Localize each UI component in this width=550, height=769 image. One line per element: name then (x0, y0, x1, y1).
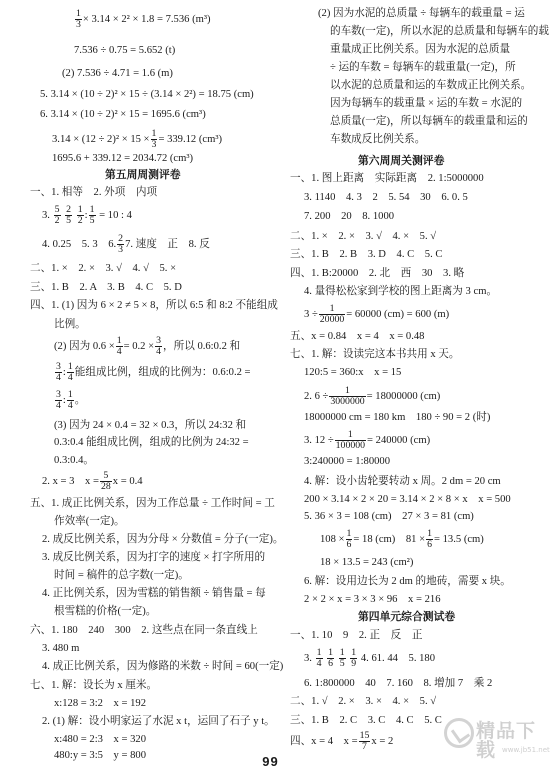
answer-line: 1695.6 + 339.12 = 2034.72 (cm³) (52, 153, 194, 164)
answer-line: 根雪糕的价格(一定)。 (54, 606, 157, 617)
answer-line: 3:240000 = 1:80000 (304, 456, 391, 467)
fraction: $\frac{3}{4}$ (156, 335, 162, 358)
answer-line: 3. 成反比例关系，因为打字的速度 × 打字所用的 (42, 552, 266, 563)
answer-line: 4. 正比例关系，因为雪糕的销售额 ÷ 销售量 = 每 (42, 588, 266, 599)
answer-line: 4. 解：设小齿轮要转动 x 周。2 dm = 20 cm (304, 476, 501, 487)
answer-line: x:480 = 2:3 x = 320 (54, 734, 146, 745)
fraction: $\frac{1}{2}$ (77, 204, 83, 227)
answer-line: 一、1. 图上距离 实际距离 2. 1:5000000 (290, 173, 484, 184)
answer-line: 七、1. 解：设读完这本书共用 x 天。 (290, 349, 460, 360)
section-title: 第六周周关测评卷 (358, 155, 445, 167)
answer-line: 总质量(一定)，所以每辆车的载重量和运的 (330, 116, 528, 127)
answer-line: 一、1. 10 9 2. 正 反 正 (290, 630, 423, 641)
section-title: 第四单元综合测试卷 (358, 611, 456, 623)
page-number: 99 (262, 754, 279, 769)
answer-line: 3. $\frac{5}{2}$ $\frac{2}{5}$ $\frac{1}{2}$ : $\frac{1}{5}$ = 10 : 4 (42, 204, 132, 227)
fraction: $\frac{1}{6}$ (346, 528, 352, 551)
answer-line: (3) 因为 24 × 0.4 = 32 × 0.3，所以 24:32 和 (54, 420, 247, 431)
answer-line: 4. 0.25 5. 3 6. $\frac{2}{3}$ 7. 速度 正 8. 反 (42, 233, 210, 256)
fraction: $\frac{1}{3000000}$ (330, 385, 365, 408)
fraction: $\frac{1}{9}$ (351, 647, 357, 670)
answer-line: 比例。 (54, 319, 86, 330)
answer-line: 4. 成正比例关系，因为修路的米数 ÷ 时间 = 60(一定) (42, 661, 284, 672)
right-column (270, 0, 549, 766)
fraction: $\frac{1}{4}$ (316, 647, 322, 670)
answer-line: 18000000 cm = 180 km 180 ÷ 90 = 2 (时) (304, 412, 491, 423)
answer-line: 四、x = 4 x = $\frac{15}{7}$ x = 2 (290, 730, 394, 753)
fraction: $\frac{1}{4}$ (67, 361, 73, 384)
answer-line: x:128 = 3:2 x = 192 (54, 698, 146, 709)
section-title: 第五周周测评卷 (105, 169, 181, 181)
answer-line: 二、1. × 2. × 3. √ 4. × 5. √ (290, 231, 437, 242)
fraction: $\frac{5}{2}$ (54, 204, 60, 227)
answer-line: 五、1. 成正比例关系，因为工作总量 ÷ 工作时间 = 工 (30, 498, 275, 509)
fraction: $\frac{2}{5}$ (66, 204, 72, 227)
fraction: $\frac{1}{3}$ (76, 8, 81, 31)
answer-line: 二、1. × 2. × 3. √ 4. √ 5. × (30, 263, 177, 274)
answer-line: 18 × 13.5 = 243 (cm²) (320, 557, 414, 568)
answer-line: 108 × $\frac{1}{6}$ = 18 (cm) 81 × $\frac{1}{6}$ = 13.5 (cm) (320, 528, 484, 551)
answer-line: ÷ 运的车数 = 每辆车的载重量(一定)，所 (330, 62, 516, 73)
answer-line: 三、1. B 2. B 3. D 4. C 5. C (290, 249, 443, 260)
answer-line: 3 ÷ $\frac{1}{20000}$ = 60000 (cm) = 600 (m) (304, 303, 450, 326)
answer-line: 3. 12 ÷ $\frac{1}{100000}$ = 240000 (cm) (304, 429, 431, 452)
answer-line: 5. 36 × 3 = 108 (cm) 27 × 3 = 81 (cm) (304, 511, 474, 522)
answer-line: 四、1. (1) 因为 6 × 2 ≠ 5 × 8，所以 6:5 和 8:2 不能组成 (30, 300, 278, 311)
answer-line: 120:5 = 360:x x = 15 (304, 367, 402, 378)
fraction: $\frac{1}{5}$ (89, 204, 95, 227)
watermark-logo: 精品下载 www.jb51.net (444, 714, 536, 760)
fraction: $\frac{3}{4}$ (56, 389, 61, 412)
fraction: $\frac{1}{20000}$ (319, 303, 345, 326)
answer-line: 4. 量得松松家到学校的图上距离为 3 cm。 (304, 286, 498, 297)
answer-line: 一、1. 相等 2. 外项 内项 (30, 187, 158, 198)
answer-line: 3.14 × (12 ÷ 2)² × 15 × $\frac{1}{3}$ = 339.12 (cm³) (52, 128, 223, 151)
fraction: $\frac{1}{6}$ (427, 528, 433, 551)
answer-line: 时间 = 稿件的总字数(一定)。 (54, 570, 189, 581)
answer-line: 二、1. √ 2. × 3. × 4. × 5. √ (290, 696, 437, 707)
answer-line: 重量成正比例关系。因为水泥的总质量 (330, 44, 511, 55)
answer-line: 2. 6 ÷ $\frac{1}{3000000}$ = 18000000 (cm) (304, 385, 441, 408)
answer-line: 2. 成反比例关系，因为分母 × 分数值 = 分子(一定)。 (42, 534, 284, 545)
answer-line: 6. 1:800000 40 7. 160 8. 增加 7 乘 2 (304, 678, 493, 689)
answer-line: 三、1. B 2. A 3. B 4. C 5. D (30, 282, 182, 293)
answer-line: 0.3:0.4 能组成比例，组成的比例为 24:32 = (54, 437, 249, 448)
fraction: $\frac{1}{4}$ (116, 335, 122, 358)
answer-line: 0.3:0.4。 (54, 455, 95, 466)
answer-line: 六、1. 180 240 300 2. 这些点在同一条直线上 (30, 625, 258, 636)
answer-line: 七、1. 解：设长为 x 厘米。 (30, 680, 158, 691)
answer-line: 以水泥的总质量和运的车数成正比例关系。 (330, 80, 532, 91)
answer-line: 7. 200 20 8. 1000 (304, 211, 395, 222)
answer-line: 480:y = 3:5 y = 800 (54, 750, 146, 761)
fraction: $\frac{1}{4}$ (67, 389, 73, 412)
fraction: $\frac{5}{28}$ (100, 470, 111, 493)
answer-line: $\frac{3}{4}$ : $\frac{1}{4}$ 。 (56, 389, 86, 412)
check-badge-icon (444, 718, 474, 748)
answer-line: 7.536 ÷ 0.75 = 5.652 (t) (74, 45, 176, 56)
fraction: $\frac{15}{7}$ (359, 730, 370, 753)
answer-line: 6. 3.14 × (10 ÷ 2)² × 15 = 1695.6 (cm³) (40, 109, 206, 120)
answer-line: 五、x = 0.84 x = 4 x = 0.48 (290, 331, 425, 342)
answer-line: 作效率(一定)。 (54, 516, 125, 527)
fraction: $\frac{3}{4}$ (56, 361, 61, 384)
answer-line: 2. x = 3 x = $\frac{5}{28}$ x = 0.4 (42, 470, 143, 493)
fraction: $\frac{1}{3}$ (151, 128, 157, 151)
answer-line: 3. 1140 4. 3 2 5. 54 30 6. 0. 5 (304, 192, 468, 203)
fraction: $\frac{2}{3}$ (118, 233, 124, 256)
fraction: $\frac{1}{100000}$ (335, 429, 366, 452)
answer-line: 的车数(一定)，所以水泥的总质量和每辆车的载 (330, 26, 549, 37)
fraction: $\frac{1}{5}$ (339, 647, 345, 670)
answer-line: (2) 7.536 ÷ 4.71 = 1.6 (m) (62, 68, 173, 79)
answer-line: (2) 因为水泥的总质量 ÷ 每辆车的载重量 = 运 (318, 8, 525, 19)
answer-line: 四、1. B:20000 2. 北 西 30 3. 略 (290, 268, 465, 279)
answer-line: 车数成反比例关系。 (330, 134, 426, 145)
answer-line: 三、1. B 2. C 3. C 4. C 5. C (290, 715, 442, 726)
answer-line: 因为每辆车的载重量 × 运的车数 = 水泥的 (330, 98, 523, 109)
fraction: $\frac{1}{6}$ (328, 647, 334, 670)
answer-line: 6. 解：设用边长为 2 dm 的地砖，需要 x 块。 (304, 576, 511, 587)
answer-line: 3. 480 m (42, 643, 80, 654)
answer-line: (2) 因为 0.6 × $\frac{1}{4}$ = 0.2 × $\frac{3}{4}$ ，所以 0.6:0.2 和 (54, 335, 241, 358)
answer-line: 2. (1) 解：设小明家运了水泥 x t，运回了石子 y t。 (42, 716, 275, 727)
answer-line: $\frac{3}{4}$ : $\frac{1}{4}$ 能组成比例，组成的比例为：0.6:0.2 = (56, 361, 251, 384)
answer-line: 2 × 2 × x = 3 × 3 × 96 x = 216 (304, 594, 441, 605)
answer-line: 200 × 3.14 × 2 × 20 = 3.14 × 2 × 8 × x x = 500 (304, 494, 511, 505)
answer-line: 5. 3.14 × (10 ÷ 2)² × 15 ÷ (3.14 × 2²) = 18.75 (cm) (40, 89, 254, 100)
answer-line: 3. $\frac{1}{4}$ $\frac{1}{6}$ $\frac{1}{5}$ $\frac{1}{9}$ 4. 61. 44 5. 180 (304, 647, 436, 670)
answer-line: $\frac{1}{3}$ × 3.14 × 2² × 1.8 = 7.536 (m³) (76, 8, 211, 31)
